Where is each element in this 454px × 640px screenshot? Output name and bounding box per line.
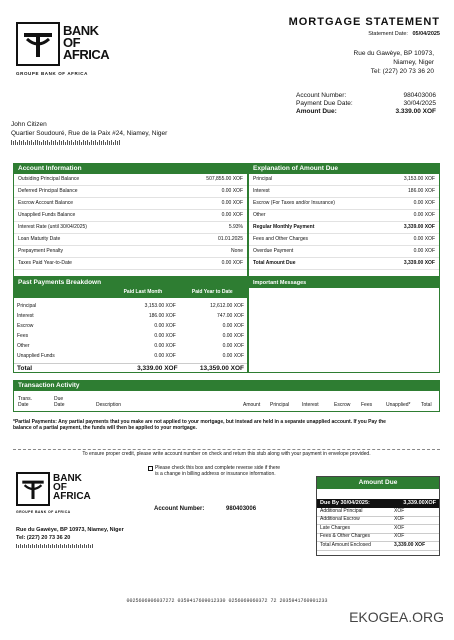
stub-address-line1: Rue du Gawèye, BP 10973, Niamey, Niger bbox=[16, 527, 124, 533]
paid-last-month-header: Paid Last Month bbox=[123, 289, 163, 296]
transaction-title: Transaction Activity bbox=[14, 381, 439, 391]
account-info-row bbox=[14, 186, 247, 198]
stub-amount-due-panel bbox=[316, 476, 440, 556]
customer-block bbox=[11, 121, 167, 149]
past-payments-panel bbox=[13, 277, 248, 373]
account-info-rows bbox=[14, 174, 247, 270]
past-payments-ytd: 0.00 XOF bbox=[222, 333, 244, 340]
th-description: Description bbox=[96, 402, 122, 408]
watermark: EKOGEA.ORG bbox=[349, 609, 444, 625]
past-payments-ytd: 0.00 XOF bbox=[222, 343, 244, 350]
th-trans-date: Trans. Date bbox=[18, 396, 32, 408]
past-payments-last: 0.00 XOF bbox=[154, 343, 176, 350]
stub-amount-label: Additional Escrow bbox=[320, 516, 360, 523]
explanation-row bbox=[249, 258, 439, 270]
change-address-line1: Please check this box and complete reverse side if there bbox=[155, 465, 281, 471]
bank-logo bbox=[16, 22, 126, 82]
stub-address bbox=[16, 527, 124, 552]
explanation-row-value: 0.00 XOF bbox=[413, 211, 435, 218]
account-number-label: Account Number: bbox=[296, 92, 347, 99]
explanation-row-label: Other bbox=[253, 211, 266, 218]
stub-barcode-icon bbox=[16, 544, 96, 548]
paid-ytd-header: Paid Year to Date bbox=[191, 289, 233, 296]
account-info-panel bbox=[13, 163, 248, 277]
explanation-row bbox=[249, 222, 439, 234]
past-payments-row bbox=[14, 312, 247, 322]
explanation-row-label: Principal bbox=[253, 175, 273, 182]
page-title: MORTGAGE STATEMENT bbox=[288, 16, 440, 28]
payment-due-value: 30/04/2025 bbox=[403, 100, 436, 107]
account-info-row-label: Interest Rate (until 30/04/2025) bbox=[18, 223, 87, 230]
stub-amount-value: XOF bbox=[394, 516, 405, 523]
stub-account-number-value: 980403006 bbox=[226, 506, 257, 512]
stub-amount-row[interactable] bbox=[317, 508, 439, 517]
stub-due-by-value: 3,339.00XOF bbox=[403, 500, 436, 507]
account-info-row-label: Loan Maturity Date bbox=[18, 235, 61, 242]
past-payments-label: Escrow bbox=[17, 323, 34, 330]
stub-due-by-row bbox=[317, 499, 439, 508]
explanation-row-value: 0.00 XOF bbox=[413, 235, 435, 242]
past-payments-ytd: 0.00 XOF bbox=[222, 353, 244, 360]
account-number-value: 980403006 bbox=[403, 92, 436, 99]
customer-barcode-icon bbox=[11, 140, 123, 145]
account-info-row bbox=[14, 174, 247, 186]
statement-date-value: 05/04/2025 bbox=[412, 31, 440, 37]
past-payments-total-last: 3,339.00 XOF bbox=[137, 364, 178, 372]
account-info-row-value: 5.93% bbox=[228, 223, 243, 230]
past-payments-title: Past Payments Breakdown bbox=[14, 278, 247, 288]
account-info-row-label: Escrow Account Balance bbox=[18, 199, 74, 206]
explanation-row-value: 186.00 XOF bbox=[408, 187, 435, 194]
account-info-row bbox=[14, 258, 247, 270]
th-interest: Interest bbox=[302, 402, 319, 408]
past-payments-row bbox=[14, 352, 247, 362]
th-unapplied: Unapplied* bbox=[386, 402, 411, 408]
customer-address: Quartier Soudouré, Rue de la Paix #24, Niamey, Niger bbox=[11, 129, 168, 137]
stub-amount-label: Total Amount Enclosed bbox=[320, 541, 371, 548]
past-payments-label: Unapplied Funds bbox=[17, 353, 55, 360]
detach-note: To ensure proper credit, please write account number on check and return this stub along with your payment in envelope provided. bbox=[82, 451, 371, 457]
bank-logo-icon bbox=[16, 22, 60, 66]
detach-line bbox=[13, 449, 440, 450]
explanation-row-label: Fees and Other Charges bbox=[253, 235, 309, 242]
explanation-row bbox=[249, 234, 439, 246]
past-payments-last: 0.00 XOF bbox=[154, 323, 176, 330]
account-info-row-value: 0.00 XOF bbox=[221, 199, 243, 206]
stub-account-number-label: Account Number: bbox=[154, 506, 205, 512]
past-payments-last: 0.00 XOF bbox=[154, 333, 176, 340]
explanation-row-value: 0.00 XOF bbox=[413, 199, 435, 206]
explanation-row-label: Interest bbox=[253, 187, 270, 194]
customer-name: John Citizen bbox=[11, 121, 47, 128]
past-payments-label: Principal bbox=[17, 303, 37, 310]
past-payments-label: Interest bbox=[17, 313, 34, 320]
account-info-row bbox=[14, 210, 247, 222]
past-payments-label: Fees bbox=[17, 333, 29, 340]
amount-due-label: Amount Due: bbox=[296, 108, 337, 115]
account-info-row-value: None bbox=[231, 247, 243, 254]
explanation-row-value: 3,339.00 XOF bbox=[403, 223, 435, 230]
past-payments-last: 186.00 XOF bbox=[148, 313, 176, 320]
change-address-note bbox=[155, 465, 280, 477]
important-messages-panel bbox=[248, 277, 440, 373]
bank-name-line1: BANK bbox=[63, 23, 99, 38]
stub-amount-label: Additional Principal bbox=[320, 507, 363, 514]
explanation-row-value: 3,339.00 XOF bbox=[403, 259, 435, 266]
past-payments-row bbox=[14, 302, 247, 312]
explanation-row bbox=[249, 198, 439, 210]
partial-payments-note: *Partial Payments: Any partial payments that you make are not applied to your mortgage, but instead are held in a separate unapplied account. If you Pay the balance of a partial payment, the funds will then be applied to your mortgage. bbox=[13, 419, 386, 431]
explanation-row bbox=[249, 186, 439, 198]
account-info-row bbox=[14, 222, 247, 234]
explanation-row bbox=[249, 246, 439, 258]
account-info-row bbox=[14, 198, 247, 210]
stub-amount-value: XOF bbox=[394, 507, 405, 514]
past-payments-ytd: 12,612.00 XOF bbox=[210, 303, 244, 310]
past-payments-table bbox=[14, 302, 247, 362]
account-info-row-value: 0.00 XOF bbox=[221, 187, 243, 194]
stub-bank-name-line3: AFRICA bbox=[53, 491, 91, 502]
payment-due-label: Payment Due Date: bbox=[296, 100, 353, 107]
stub-due-by-label: Due By 30/04/2025: bbox=[320, 500, 370, 507]
account-info-row bbox=[14, 246, 247, 258]
account-info-row bbox=[14, 234, 247, 246]
account-info-row-value: 507,855.00 XOF bbox=[206, 175, 243, 182]
explanation-row-value: 3,153.00 XOF bbox=[403, 175, 435, 182]
bank-name-line3: AFRICA bbox=[63, 47, 110, 62]
account-info-row-label: Outsiding Principal Balance bbox=[18, 175, 80, 182]
explanation-row bbox=[249, 210, 439, 222]
change-address-checkbox[interactable] bbox=[148, 466, 153, 471]
account-info-row-label: Unapplied Funds Balance bbox=[18, 211, 76, 218]
th-total: Total bbox=[421, 402, 432, 408]
summary-box bbox=[296, 92, 436, 116]
bank-tel: Tel: (227) 20 73 36 20 bbox=[370, 68, 434, 75]
stub-amount-row[interactable] bbox=[317, 517, 439, 526]
explanation-row-label: Overdue Payment bbox=[253, 247, 294, 254]
stub-bank-name-line2: OF bbox=[53, 482, 67, 493]
stub-amount-row[interactable] bbox=[317, 542, 439, 551]
th-due-date: Due Date bbox=[54, 396, 65, 408]
bank-address bbox=[354, 49, 434, 76]
address-line1: Rue du Gawèye, BP 10973, bbox=[353, 50, 434, 57]
stub-amount-rows bbox=[317, 508, 439, 551]
th-amount: Amount bbox=[243, 402, 261, 408]
stub-amount-value: XOF bbox=[394, 533, 405, 540]
stub-bank-name-line1: BANK bbox=[53, 473, 82, 484]
transaction-panel bbox=[13, 380, 440, 412]
stub-amount-value: XOF bbox=[394, 524, 405, 531]
explanation-panel bbox=[248, 163, 440, 277]
account-info-title: Account Information bbox=[14, 164, 247, 174]
past-payments-ytd: 747.00 XOF bbox=[217, 313, 244, 320]
past-payments-row bbox=[14, 332, 247, 342]
stub-amount-value: 3,339.00 XOF bbox=[394, 541, 426, 548]
explanation-rows bbox=[249, 174, 439, 270]
past-payments-total-ytd: 13,359.00 XOF bbox=[199, 364, 245, 372]
transaction-header-row bbox=[14, 391, 439, 411]
stub-amount-label: Fees & Other Charges bbox=[320, 533, 371, 540]
address-line2: Niamey, Niger bbox=[393, 59, 434, 66]
past-payments-label: Other bbox=[17, 343, 30, 350]
stub-tel: Tel: (227) 20 73 36 20 bbox=[16, 534, 71, 541]
account-info-row-value: 01.01.2025 bbox=[217, 235, 243, 242]
important-messages-title: Important Messages bbox=[249, 278, 439, 288]
statement-date bbox=[368, 31, 440, 37]
bank-name-line2: OF bbox=[63, 35, 81, 50]
stub-bank-logo bbox=[16, 472, 101, 520]
stub-logo-icon bbox=[16, 472, 50, 506]
explanation-title: Explanation of Amount Due bbox=[249, 164, 439, 174]
account-info-row-value: 0.00 XOF bbox=[221, 211, 243, 218]
past-payments-last: 3,153.00 XOF bbox=[144, 303, 176, 310]
past-payments-ytd: 0.00 XOF bbox=[222, 323, 244, 330]
amount-due-value: 3.339.00 XOF bbox=[395, 108, 436, 115]
explanation-row-label: Regular Monthly Payment bbox=[253, 223, 315, 230]
th-escrow: Escrow bbox=[334, 402, 351, 408]
th-fees: Fees bbox=[361, 402, 373, 408]
account-info-row-label: Deferred Principal Balance bbox=[18, 187, 78, 194]
past-payments-last: 0.00 XOF bbox=[154, 353, 176, 360]
account-info-row-label: Taxes Paid Year-to-Date bbox=[18, 259, 72, 266]
account-info-row-label: Prepayment Penalty bbox=[18, 247, 64, 254]
explanation-row bbox=[249, 174, 439, 186]
statement-date-label: Statement Date: bbox=[368, 31, 408, 37]
stub-amount-label: Late Charges bbox=[320, 524, 351, 531]
change-address-line2: is a change in billing address or insurance information. bbox=[155, 471, 276, 477]
explanation-row-value: 0.00 XOF bbox=[413, 247, 435, 254]
stub-amount-row[interactable] bbox=[317, 525, 439, 534]
past-payments-total-label: Total bbox=[17, 364, 33, 372]
bank-group: GROUPE BANK OF AFRICA bbox=[16, 71, 88, 76]
explanation-row-label: Escrow (For Taxes and/or Insurance) bbox=[253, 199, 335, 206]
past-payments-row bbox=[14, 322, 247, 332]
explanation-row-label: Total Amount Due bbox=[253, 259, 296, 266]
stub-account-number bbox=[154, 506, 256, 513]
th-principal: Principal bbox=[270, 402, 290, 408]
stub-amount-row[interactable] bbox=[317, 534, 439, 543]
stub-amount-due-title: Amount Due bbox=[317, 477, 439, 489]
past-payments-row bbox=[14, 342, 247, 352]
micr-line: 0025606906037272 0359417609012330 0256069060372 72 2035941760901233 bbox=[126, 598, 328, 604]
stub-bank-group: GROUPE BANK OF AFRICA bbox=[16, 510, 71, 514]
account-info-row-value: 0.00 XOF bbox=[221, 259, 243, 266]
